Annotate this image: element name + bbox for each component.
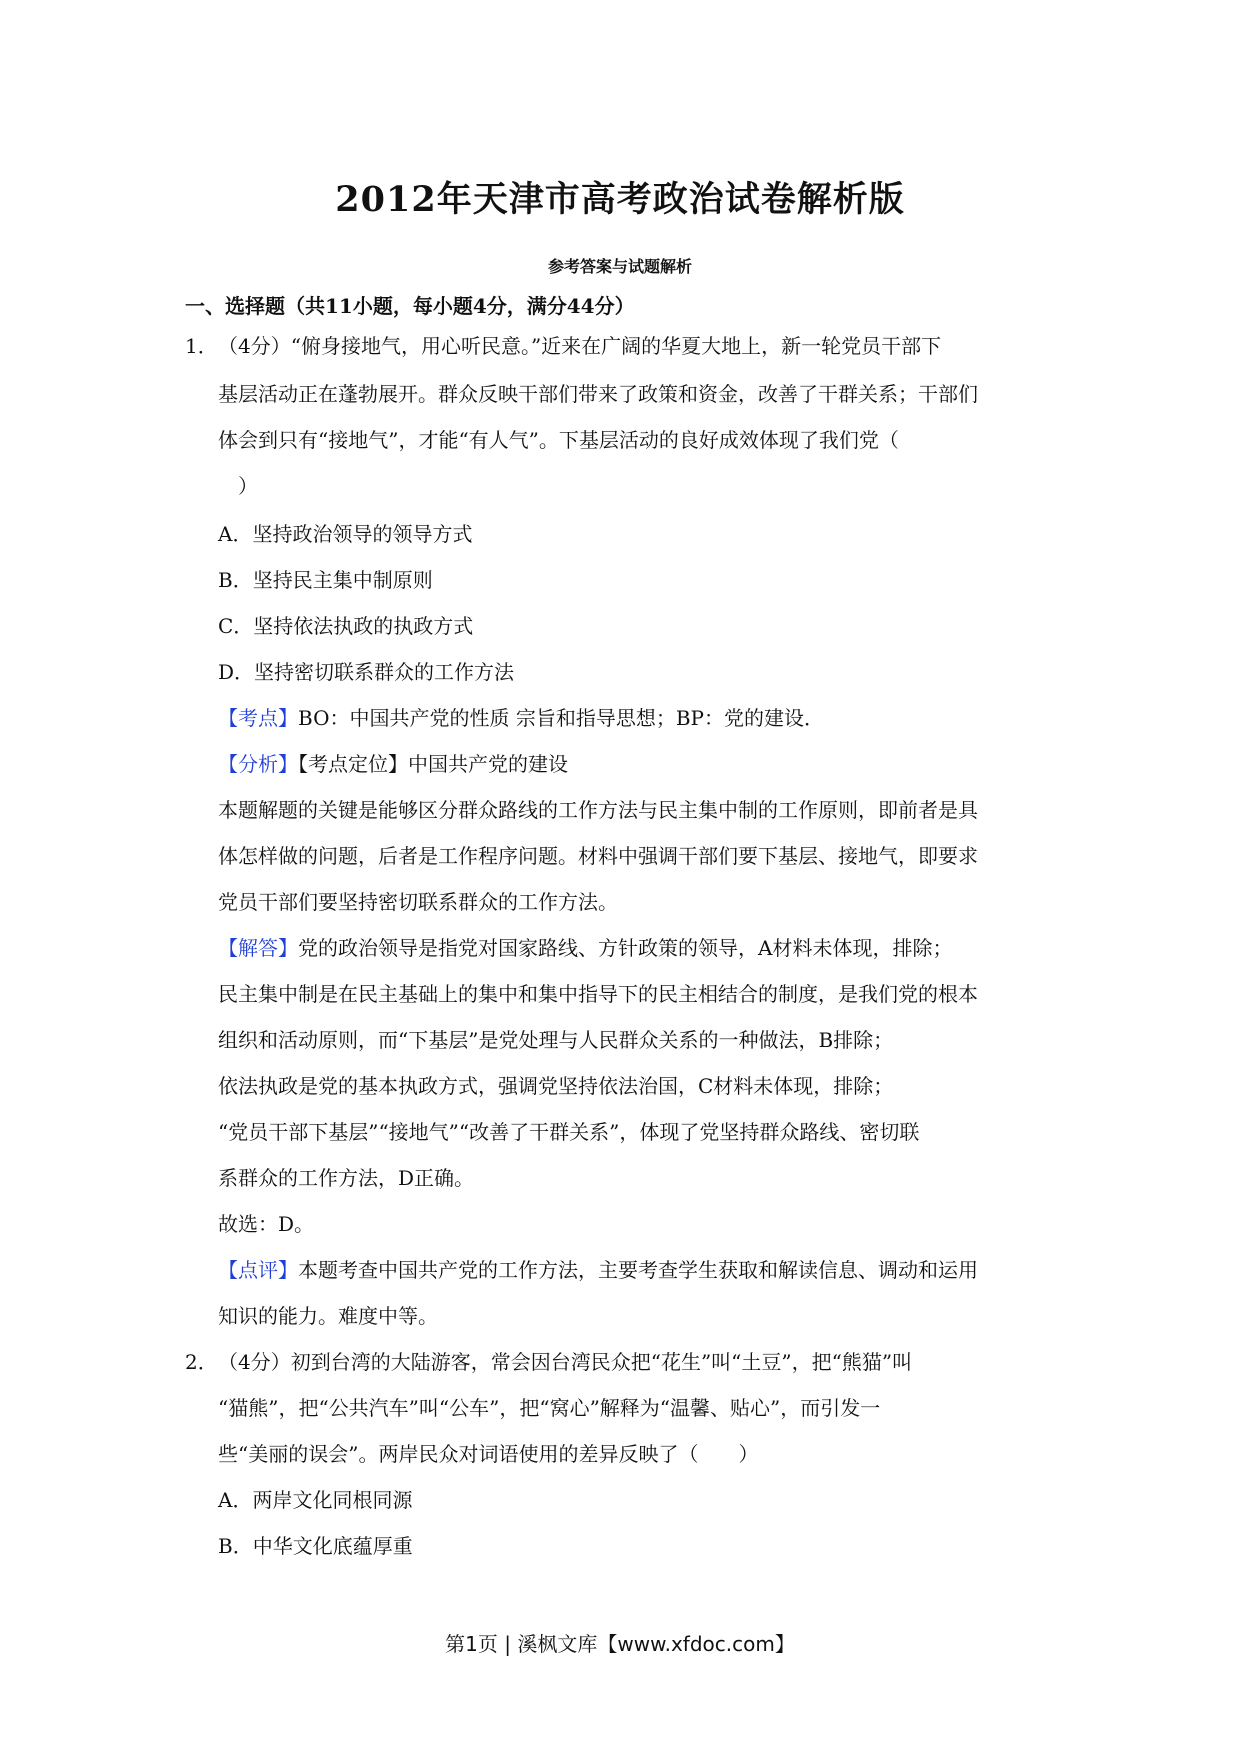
page-subtitle: 参考答案与试题解析 bbox=[547, 257, 692, 276]
question-number: 1． bbox=[185, 334, 218, 358]
dianping-text: 知识的能力。难度中等。 bbox=[218, 1304, 438, 1328]
fenxi-tag: 【分析】 bbox=[218, 752, 298, 776]
option-b: B．中华文化底蕴厚重 bbox=[218, 1534, 413, 1558]
jieda-text: 系群众的工作方法，D正确。 bbox=[218, 1166, 475, 1190]
jieda-text: 依法执政是党的基本执政方式，强调党坚持依法治国，C材料未体现，排除； bbox=[218, 1074, 894, 1098]
fenxi-line bbox=[218, 750, 568, 778]
dianping-line bbox=[218, 1256, 978, 1284]
jieda-text: “党员干部下基层”“接地气”“改善了干群关系”，体现了党坚持群众路线、密切联 bbox=[218, 1120, 920, 1144]
option-a: A．两岸文化同根同源 bbox=[218, 1488, 413, 1512]
jieda-tag: 【解答】 bbox=[218, 936, 298, 960]
question-number: 2． bbox=[185, 1350, 218, 1374]
dianping-text: 本题考查中国共产党的工作方法，主要考查学生获取和解读信息、调动和运用 bbox=[298, 1258, 978, 1282]
kaodian-text: BO：中国共产党的性质 宗旨和指导思想；BP：党的建设． bbox=[298, 706, 824, 730]
option-d: D．坚持密切联系群众的工作方法 bbox=[218, 660, 515, 684]
kaodian-tag: 【考点】 bbox=[218, 706, 298, 730]
question-stem-line: “猫熊”，把“公共汽车”叫“公车”，把“窝心”解释为“温馨、贴心”，而引发一 bbox=[218, 1396, 881, 1420]
option-b: B．坚持民主集中制原则 bbox=[218, 568, 433, 592]
fenxi-text: 党员干部们要坚持密切联系群众的工作方法。 bbox=[218, 890, 618, 914]
question-stem-line: ） bbox=[238, 474, 258, 498]
fenxi-text: 本题解题的关键是能够区分群众路线的工作方法与民主集中制的工作原则，即前者是具 bbox=[218, 798, 978, 822]
option-a: A．坚持政治领导的领导方式 bbox=[218, 522, 473, 546]
jieda-text: 民主集中制是在民主基础上的集中和集中指导下的民主相结合的制度，是我们党的根本 bbox=[218, 982, 978, 1006]
jieda-text: 党的政治领导是指党对国家路线、方针政策的领导，A材料未体现，排除； bbox=[298, 936, 953, 960]
option-c: C．坚持依法执政的执政方式 bbox=[218, 614, 474, 638]
question-stem-line: 体会到只有“接地气”，才能“有人气”。下基层活动的良好成效体现了我们党（ bbox=[218, 428, 899, 452]
question-stem-line: （4分）初到台湾的大陆游客，常会因台湾民众把“花生”叫“土豆”，把“熊猫”叫 bbox=[218, 1350, 913, 1374]
question-stem-line: （4分）“俯身接地气，用心听民意。”近来在广阔的华夏大地上，新一轮党员干部下 bbox=[218, 334, 942, 358]
page-footer: 第1页 | 溪枫文库【www.xfdoc.com】 bbox=[445, 1632, 795, 1656]
dianping-tag: 【点评】 bbox=[218, 1258, 298, 1282]
fenxi-text: 【考点定位】中国共产党的建设 bbox=[298, 752, 568, 776]
question-stem-line: 基层活动正在蓬勃展开。群众反映干部们带来了政策和资金，改善了干群关系；干部们 bbox=[218, 382, 978, 406]
jieda-text: 组织和活动原则，而“下基层”是党处理与人民群众关系的一种做法，B排除； bbox=[218, 1028, 894, 1052]
kaodian-line bbox=[218, 704, 824, 732]
answer-text: 故选：D。 bbox=[218, 1212, 315, 1236]
fenxi-text: 体怎样做的问题，后者是工作程序问题。材料中强调干部们要下基层、接地气，即要求 bbox=[218, 844, 978, 868]
jieda-line bbox=[218, 934, 952, 962]
question-stem-line: 些“美丽的误会”。两岸民众对词语使用的差异反映了（ ） bbox=[218, 1442, 759, 1466]
page-title: 2012年天津市高考政治试卷解析版 bbox=[335, 179, 905, 220]
section-heading: 一、选择题（共11小题，每小题4分，满分44分） bbox=[185, 294, 635, 318]
